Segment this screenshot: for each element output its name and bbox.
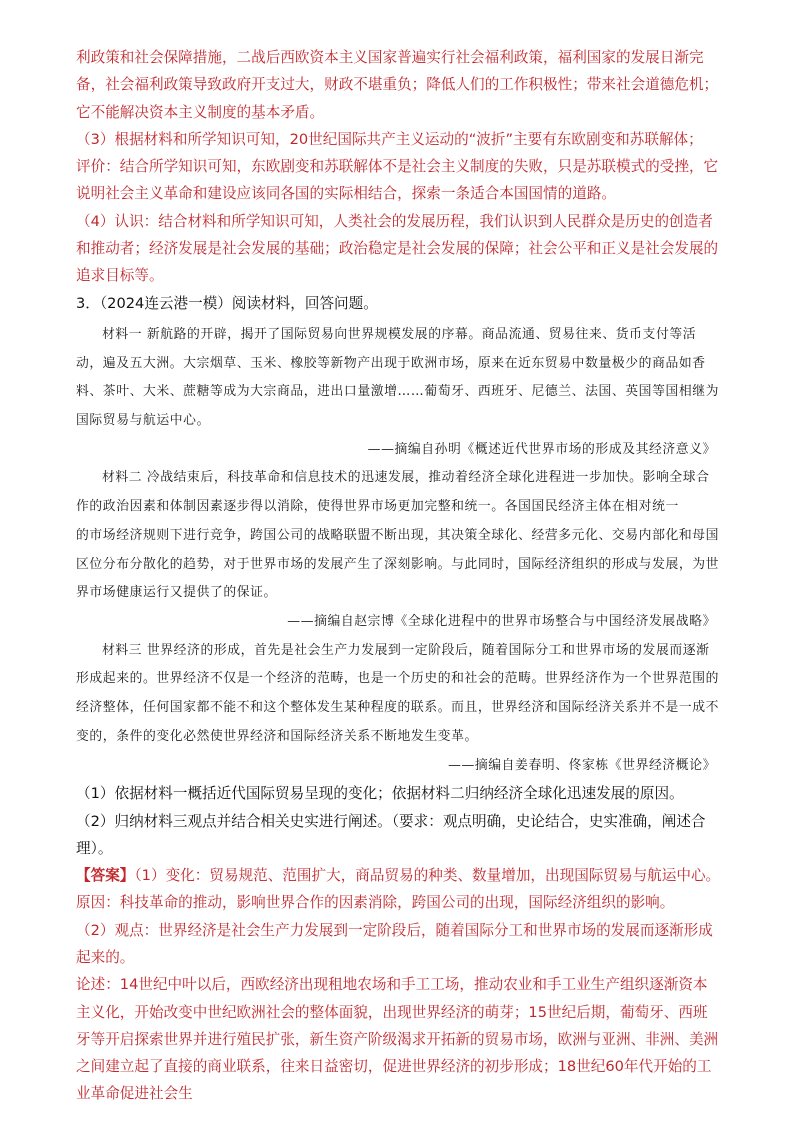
answer-part-2: （2）观点：世界经济是社会生产力发展到一定阶段后，随着国际分工和世界市场的发展而逐渐形成起来的。 — [76, 921, 713, 966]
question-part-2: （2）归纳材料三观点并结合相关史实进行阐述。（要求：观点明确，史论结合，史实准确，阐述合理）。 — [76, 812, 706, 857]
answer-prev-paragraph: 利政策和社会保障措施，二战后西欧资本主义国家普遍实行社会福利政策，福利国家的发展日渐完备，社会福利政策导致政府开支过大，财政不堪重负；降低人们的工作积极性；带来社会道德危机；它不能解决资本主义制度的基本矛盾。 — [76, 49, 719, 121]
answer-part-1-text: （1）变化：贸易规范、范围扩大，商品贸易的种类、数量增加，出现国际贸易与航运中心。 — [134, 867, 721, 885]
question-title: 3．（2024连云港一模）阅读材料，回答问题。 — [76, 294, 378, 312]
answer-part-2-discussion: 论述：14世纪中叶以后，西欧经济出现租地农场和手工工场，推动农业和手工业生产组织逐渐资本主义化，开始改变中世纪欧洲社会的整体面貌，出现世界经济的萌芽；15世纪后期，葡萄牙、西班牙等开启探索世界并进行殖民扩张，新生资产阶级渴求开拓新的贸易市场，欧洲与亚洲、非洲、美洲之间建立起了直接的商业联系，往来日益密切，促进世界经济的初步形成；18世纪60年代开始的工业革命促进社会生 — [76, 976, 719, 1103]
material-two-part-b: 的市场经济规则下进行竞争，跨国公司的战略联盟不断出现，其决策全球化、经营多元化、交易内部化和母国区位分布分散化的趋势，对于世界市场的发展产生了深刻影响。与此同时，国际经济组织的形成与发展，为世界市场健康运行又提供了的保证。 — [76, 527, 720, 601]
material-two-source: ——摘编自赵宗博《全球化进程中的世界市场整合与中国经济发展战略》 — [287, 614, 716, 629]
material-three: 材料三 世界经济的形成，首先是社会生产力发展到一定阶段后，随着国际分工和世界市场的发展而逐渐形成起来的。世界经济不仅是一个经济的范畴，也是一个历史的和社会的范畴。世界经济作为一个世界范围的经济整体，任何国家都不能不和这个整体发生某种程度的联系。而且，世界经济和国际经济关系并不是一成不变的，条件的变化必然使世界经济和国际经济关系不断地发生变革。 — [76, 642, 720, 744]
question-part-1: （1）依据材料一概括近代国际贸易呈现的变化；依据材料二归纳经济全球化迅速发展的原因。 — [76, 785, 684, 803]
answer-tag: 【答案】 — [76, 867, 135, 885]
material-three-source: ——摘编自姜春明、佟家栋《世界经济概论》 — [448, 757, 716, 773]
document-page — [76, 44, 722, 1108]
material-one-source: ——摘编自孙明《概述近代世界市场的形成及其经济意义》 — [367, 441, 716, 457]
answer-prev-part3-evaluation: 评价：结合所学知识可知，东欧剧变和苏联解体不是社会主义制度的失败，只是苏联模式的受挫，它说明社会主义革命和建设应该同各国的实际相结合，探索一条适合本国国情的道路。 — [76, 158, 719, 203]
answer-prev-part3: （3）根据材料和所学知识可知，20世纪国际共产主义运动的“波折”主要有东欧剧变和苏联解体； — [76, 130, 703, 148]
answer-part-1-reason: 原因：科技革命的推动，影响世界合作的因素消除，跨国公司的出现，国际经济组织的影响。 — [76, 894, 675, 912]
answer-part-1 — [76, 862, 722, 889]
material-one: 材料一 新航路的开辟，揭开了国际贸易向世界规模发展的序幕。商品流通、贸易往来、货币支付等活动，遍及五大洲。大宗烟草、玉米、橡胶等新物产出现于欧洲市场，原来在近东贸易中数量极少的商品如香料、茶叶、大米、蔗糖等成为大宗商品，进出口量激增……葡萄牙、西班牙、尼德兰、法国、英国等国相继为国际贸易与航运中心。 — [76, 326, 720, 429]
answer-prev-part4: （4）认识：结合材料和所学知识可知，人类社会的发展历程，我们认识到人民群众是历史的创造者和推动者；经济发展是社会发展的基础；政治稳定是社会发展的保障；社会公平和正义是社会发展的追求目标等。 — [76, 212, 719, 285]
material-two-part-a: 材料二 冷战结束后，科技革命和信息技术的迅速发展，推动着经济全球化进程进一步加快。影响全球合作的政治因素和体制因素逐步得以消除，使得世界市场更加完整和统一。各国国民经济主体在相对统一 — [76, 470, 710, 515]
